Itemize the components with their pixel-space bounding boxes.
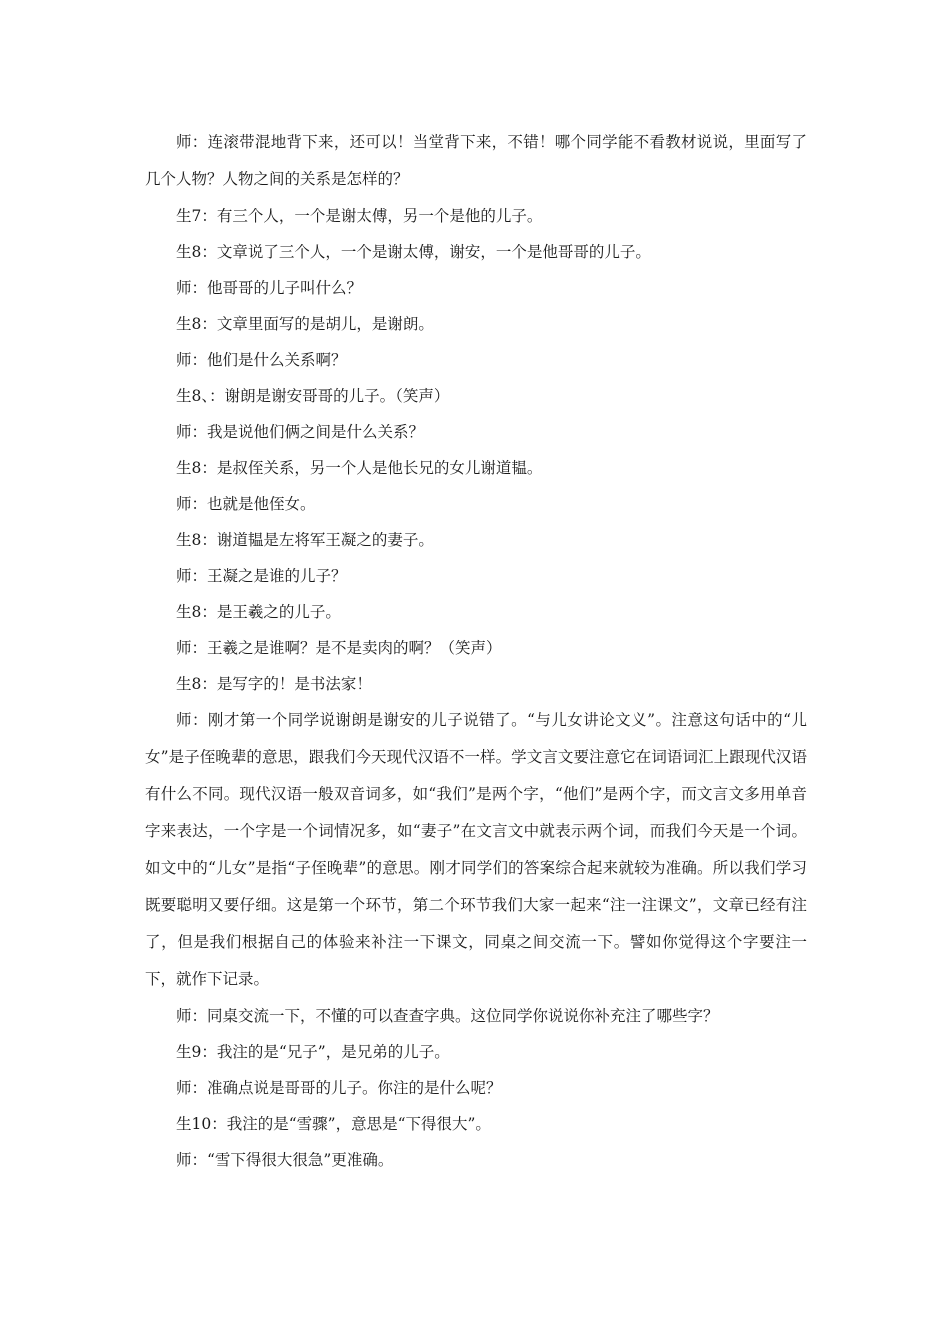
- paragraph: 生8：是叔侄关系，另一个人是他长兄的女儿谢道韫。: [176, 459, 543, 477]
- paragraph: 师：同桌交流一下，不懂的可以查查字典。这位同学你说说你补充注了哪些字？: [176, 1007, 719, 1025]
- paragraph: 生8：谢道韫是左将军王凝之的妻子。: [176, 531, 434, 549]
- paragraph: 生9：我注的是“兄子”，是兄弟的儿子。: [176, 1043, 450, 1061]
- paragraph: 师：王羲之是谁啊？是不是卖肉的啊？（笑声）: [176, 639, 502, 657]
- paragraph: 生8、：谢朗是谢安哥哥的儿子。（笑声）: [176, 387, 450, 405]
- paragraph: 师：他们是什么关系啊？: [176, 351, 347, 369]
- paragraph: 生7：有三个人，一个是谢太傅，另一个是他的儿子。: [176, 207, 543, 225]
- paragraph: 师：“雪下得很大很急”更准确。: [176, 1151, 394, 1169]
- paragraph: 生8：是写字的！是书法家！: [176, 675, 372, 693]
- paragraph: 师：也就是他侄女。: [176, 495, 316, 513]
- paragraph: 生8：文章说了三个人，一个是谢太傅，谢安，一个是他哥哥的儿子。: [176, 243, 651, 261]
- paragraph: 师：连滚带混地背下来，还可以！当堂背下来，不错！哪个同学能不看教材说说，里面写了几个人物？人物之间的关系是怎样的？: [145, 133, 807, 188]
- paragraph: 生8：是王羲之的儿子。: [176, 603, 341, 621]
- paragraph: 生8：文章里面写的是胡儿，是谢朗。: [176, 315, 434, 333]
- paragraph: 师：王凝之是谁的儿子？: [176, 567, 347, 585]
- paragraph: 师：他哥哥的儿子叫什么？: [176, 279, 363, 297]
- paragraph: 师：刚才第一个同学说谢朗是谢安的儿子说错了。“与儿女讲论文义”。注意这句话中的“儿女”是子侄晚辈的意思，跟我们今天现代汉语不一样。学文言文要注意它在词语词汇上跟现代汉语有什么不同。现代汉语一般双音词多，如“我们”是两个字，“他们”是两个字，而文言文多用单音字来表达，一个字是一个词情况多，如“妻子”在文言文中就表示两个词，而我们今天是一个词。如文中的“儿女”是指“子侄晚辈”的意思。刚才同学们的答案综合起来就较为准确。所以我们学习既要聪明又要仔细。这是第一个环节，第二个环节我们大家一起来“注一注课文”，文章已经有注了，但是我们根据自己的体验来补注一下课文，同桌之间交流一下。譬如你觉得这个字要注一下，就作下记录。: [145, 711, 807, 988]
- document-body: [145, 124, 807, 1178]
- paragraph: 生10：我注的是“雪骤”，意思是“下得很大”。: [176, 1115, 491, 1133]
- paragraph: 师：准确点说是哥哥的儿子。你注的是什么呢？: [176, 1079, 502, 1097]
- paragraph: 师：我是说他们俩之间是什么关系？: [176, 423, 425, 441]
